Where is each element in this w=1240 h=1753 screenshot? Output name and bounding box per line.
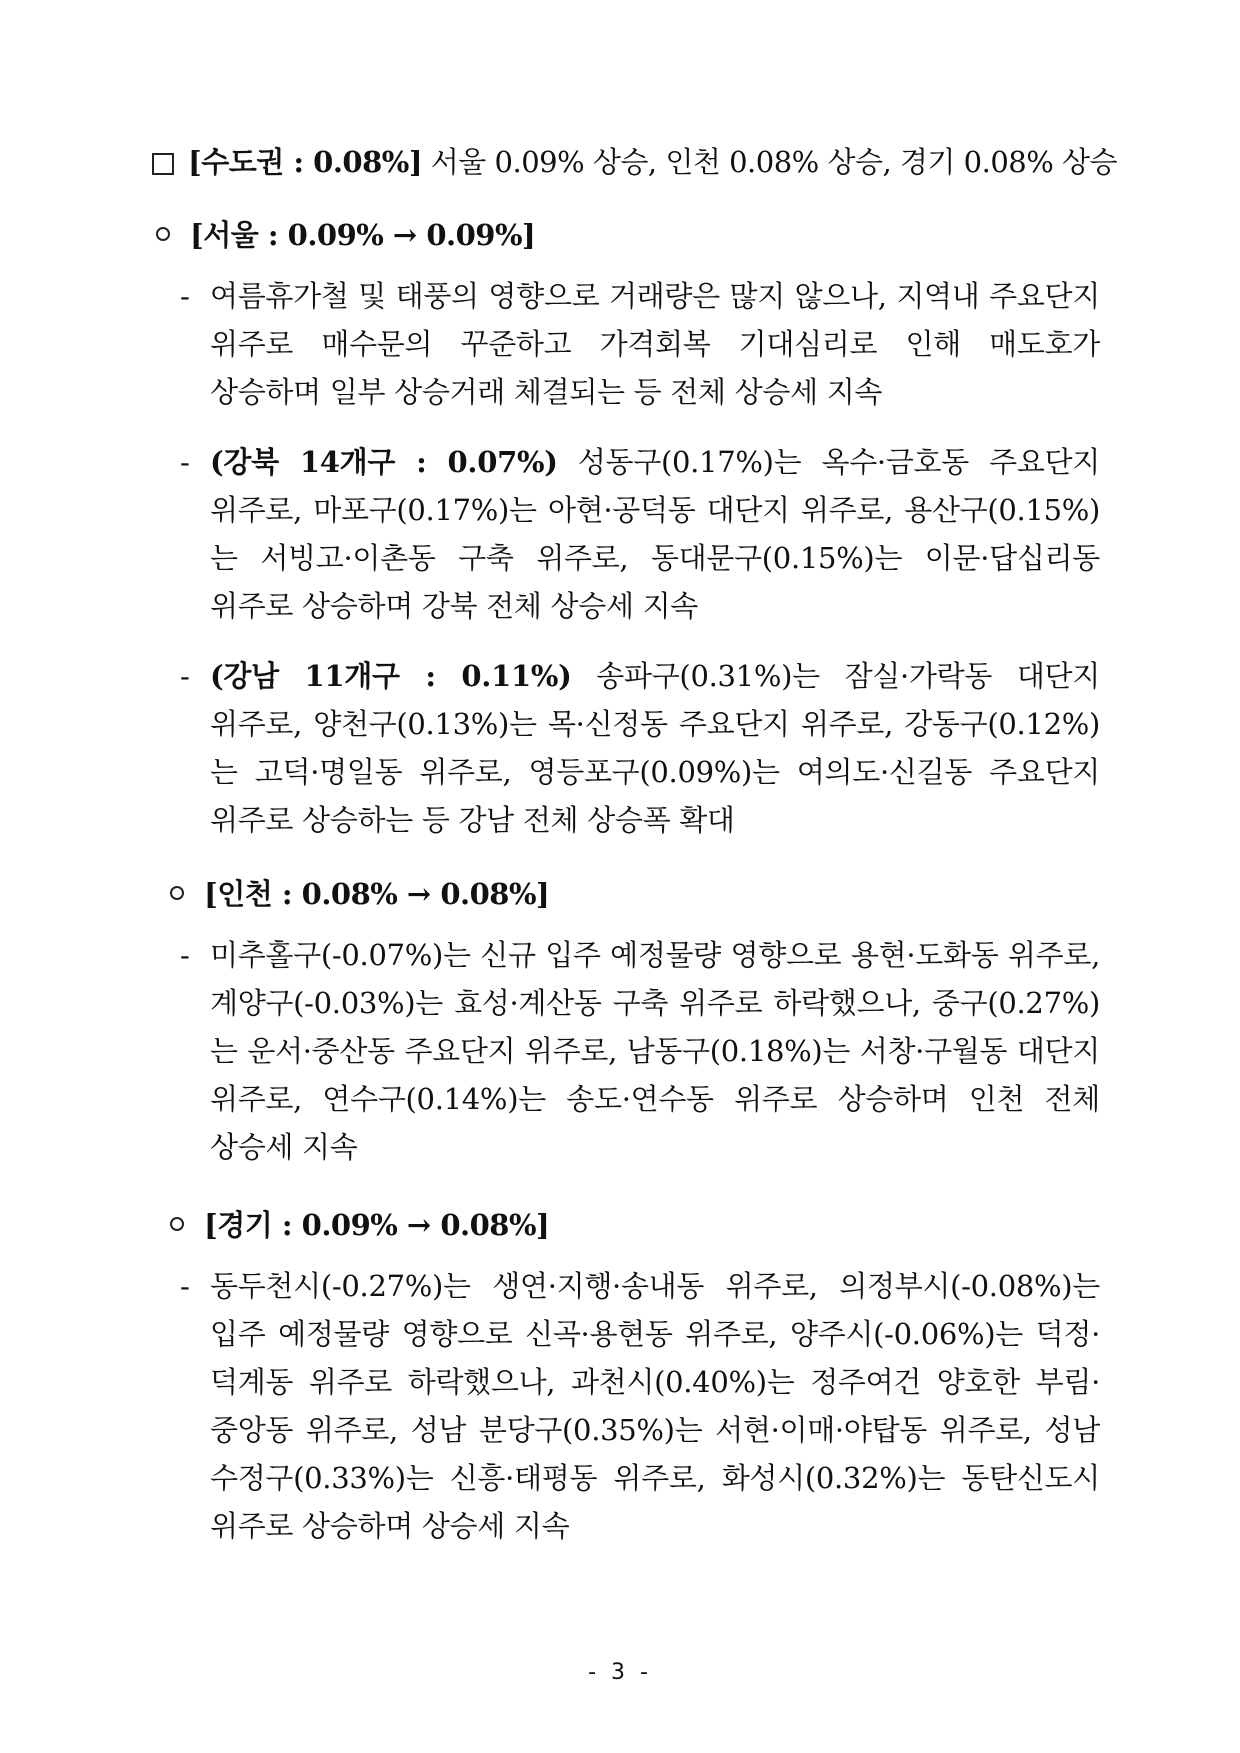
square-bullet-icon (152, 153, 174, 175)
incheon-heading-text: [인천 : 0.08% → 0.08%] (204, 877, 550, 911)
incheon-heading (170, 874, 549, 914)
bullet-text: 여름휴가철 및 태풍의 영향으로 거래량은 많지 않으나, 지역내 주요단지 위주로 매수문의 꾸준하고 가격회복 기대심리로 인해 매도호가 상승하며 일부 상승거래 체결되는 등 전체 상승세 지속 (210, 279, 1100, 409)
seoul-bullet-gangnam (180, 652, 1100, 844)
dash-bullet: - (180, 445, 190, 479)
circle-bullet-icon (170, 886, 184, 900)
summary-text: 서울 0.09% 상승, 인천 0.08% 상승, 경기 0.08% 상승 (422, 145, 1118, 179)
gangbuk-label: (강북 14개구 : 0.07%) (210, 445, 558, 479)
bullet-text: (강북 14개구 : 0.07%) 성동구(0.17%)는 옥수·금호동 주요단지 위주로, 마포구(0.17%)는 아현·공덕동 대단지 위주로, 용산구(0.15%)는 서빙고·이촌동 구축 위주로, 동대문구(0.15%)는 이문·답십리동 위주로 상승하며 강북 전체 상승세 지속 (210, 445, 1100, 623)
bullet-text: 미추홀구(-0.07%)는 신규 입주 예정물량 영향으로 용현·도화동 위주로, 계양구(-0.03%)는 효성·계산동 구축 위주로 하락했으나, 중구(0.27%)는 운서·중산동 주요단지 위주로, 남동구(0.18%)는 서창·구월동 대단지 위주로, 연수구(0.14%)는 송도·연수동 위주로 상승하며 인천 전체 상승세 지속 (210, 938, 1100, 1164)
bullet-text: (강남 11개구 : 0.11%) 송파구(0.31%)는 잠실·가락동 대단지 위주로, 양천구(0.13%)는 목·신정동 주요단지 위주로, 강동구(0.12%)는 고덕·명일동 위주로, 영등포구(0.09%)는 여의도·신길동 주요단지 위주로 상승하는 등 강남 전체 상승폭 확대 (210, 659, 1100, 837)
circle-bullet-icon (170, 1217, 184, 1231)
gyeonggi-bullet-1 (180, 1262, 1100, 1550)
dash-bullet: - (180, 279, 190, 313)
dash-bullet: - (180, 659, 190, 693)
seoul-heading-text: [서울 : 0.09% → 0.09%] (190, 218, 536, 252)
capital-region-summary (152, 142, 1118, 182)
page-number: - 3 - (588, 1660, 652, 1685)
incheon-bullet-1 (180, 931, 1100, 1171)
dash-bullet: - (180, 1269, 190, 1303)
seoul-heading (156, 215, 535, 255)
gyeonggi-heading (170, 1205, 549, 1245)
bullet-text: 동두천시(-0.27%)는 생연·지행·송내동 위주로, 의정부시(-0.08%)는 입주 예정물량 영향으로 신곡·용현동 위주로, 양주시(-0.06%)는 덕정·덕계동 위주로 하락했으나, 과천시(0.40%)는 정주여건 양호한 부림·중앙동 위주로, 성남 분당구(0.35%)는 서현·이매·야탑동 위주로, 성남 수정구(0.33%)는 신흥·태평동 위주로, 화성시(0.32%)는 동탄신도시 위주로 상승하며 상승세 지속 (210, 1269, 1100, 1543)
seoul-bullet-1 (180, 272, 1100, 416)
gyeonggi-heading-text: [경기 : 0.09% → 0.08%] (204, 1208, 550, 1242)
dash-bullet: - (180, 938, 190, 972)
summary-label: [수도권 : 0.08%] (188, 145, 423, 179)
circle-bullet-icon (156, 227, 170, 241)
gangnam-label: (강남 11개구 : 0.11%) (210, 659, 572, 693)
seoul-bullet-gangbuk (180, 438, 1100, 630)
